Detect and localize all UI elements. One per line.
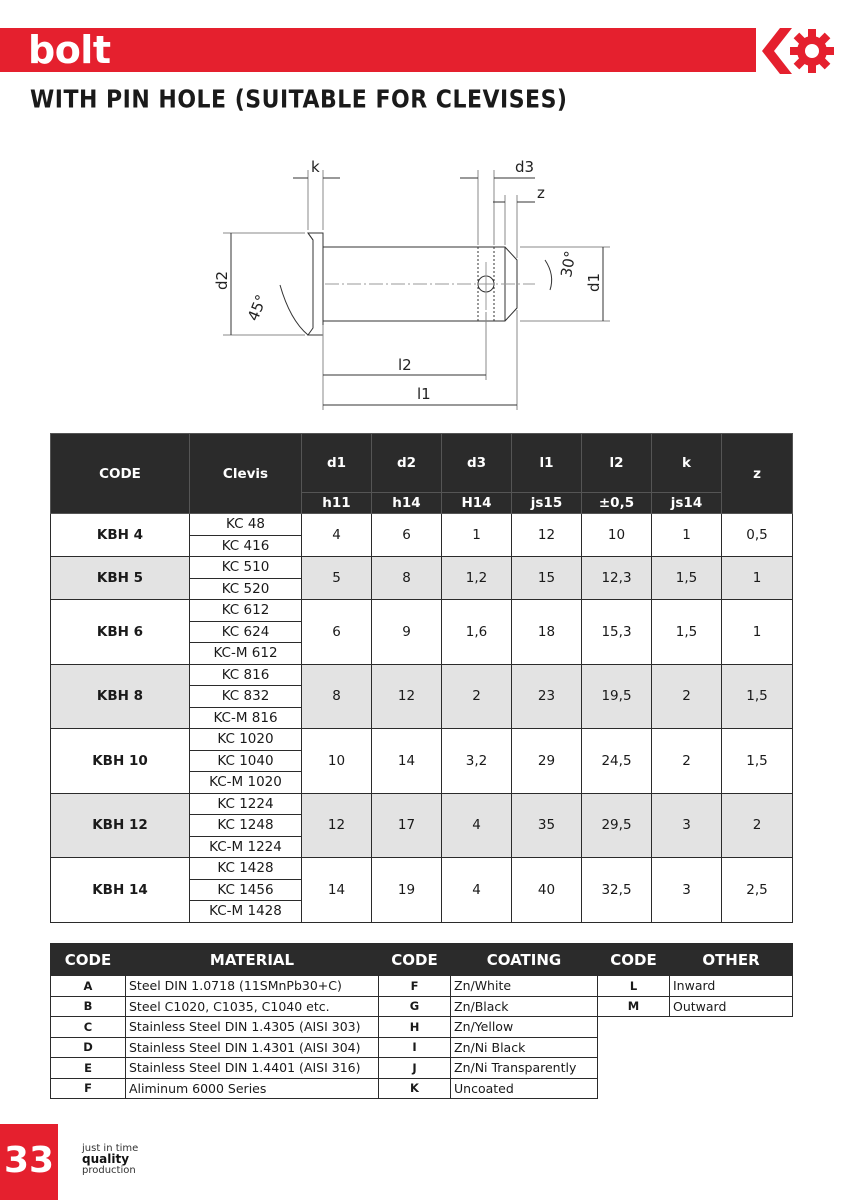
material-name: Stainless Steel DIN 1.4305 (AISI 303) [126,1017,379,1038]
row-clevis: KC 416 [190,535,302,557]
list-item [51,976,379,997]
tolerance-l1: js15 [512,493,582,514]
material-code: A [51,976,126,997]
row-d1: 4 [302,514,372,557]
coating-name: Uncoated [451,1078,598,1099]
row-d1: 8 [302,664,372,729]
coating-header-name: COATING [451,944,598,976]
row-d2: 9 [372,600,442,665]
list-item [51,1078,379,1099]
row-k: 2 [652,729,722,794]
row-d3: 1,6 [442,600,512,665]
table-row [51,514,793,536]
page-subtitle: WITH PIN HOLE (SUITABLE FOR CLEVISES) [30,86,568,114]
row-clevis: KC 1020 [190,729,302,751]
row-code: KBH 5 [51,557,190,600]
row-d3: 2 [442,664,512,729]
row-clevis: KC-M 1428 [190,901,302,923]
row-l1: 12 [512,514,582,557]
material-name: Steel DIN 1.0718 (11SMnPb30+C) [126,976,379,997]
list-item [51,1058,379,1079]
row-clevis: KC-M 1224 [190,836,302,858]
row-d1: 6 [302,600,372,665]
coating-name: Zn/Black [451,996,598,1017]
material-code: D [51,1037,126,1058]
row-d2: 19 [372,858,442,923]
dim-d2-label: d2 [213,270,231,290]
tagline-line-2: quality [82,1152,130,1166]
list-item [379,1017,598,1038]
coating-code: G [379,996,451,1017]
dim-l1-label: l1 [417,385,431,403]
row-code: KBH 14 [51,858,190,923]
row-clevis: KC 510 [190,557,302,579]
row-d1: 12 [302,793,372,858]
table-row [51,793,793,815]
row-d3: 1,2 [442,557,512,600]
material-table [50,943,379,1099]
list-item [598,996,793,1017]
list-item [598,976,793,997]
row-clevis: KC 1456 [190,879,302,901]
tolerance-d2: h14 [372,493,442,514]
row-l2: 32,5 [582,858,652,923]
row-l1: 40 [512,858,582,923]
footer-tagline [82,1143,138,1176]
row-z: 2,5 [722,858,793,923]
row-d2: 14 [372,729,442,794]
row-z: 1 [722,557,793,600]
row-k: 1 [652,514,722,557]
material-code: E [51,1058,126,1079]
row-z: 2 [722,793,793,858]
row-clevis: KC-M 612 [190,643,302,665]
row-l2: 15,3 [582,600,652,665]
table-row [51,664,793,686]
list-item [379,996,598,1017]
row-d3: 4 [442,858,512,923]
dim-d3-label: d3 [515,158,535,176]
tagline-line-1: just in time [82,1143,139,1154]
row-clevis: KC 612 [190,600,302,622]
row-clevis: KC 1224 [190,793,302,815]
row-z: 1 [722,600,793,665]
row-k: 2 [652,664,722,729]
row-k: 3 [652,858,722,923]
list-item [51,1017,379,1038]
row-clevis: KC-M 816 [190,707,302,729]
row-l2: 24,5 [582,729,652,794]
tolerance-k: js14 [652,493,722,514]
table-row [51,858,793,880]
row-z: 0,5 [722,514,793,557]
coating-code: K [379,1078,451,1099]
row-clevis: KC 1428 [190,858,302,880]
dim-z-label: z [537,184,545,202]
other-name: Inward [670,976,793,997]
tolerance-l2: ±0,5 [582,493,652,514]
row-code: KBH 10 [51,729,190,794]
material-code: C [51,1017,126,1038]
list-item [379,1058,598,1079]
row-z: 1,5 [722,729,793,794]
table-row [51,729,793,751]
table-row [51,600,793,622]
list-item [51,996,379,1017]
list-item [379,976,598,997]
row-d3: 3,2 [442,729,512,794]
material-name: Aliminum 6000 Series [126,1078,379,1099]
list-item [51,1037,379,1058]
row-code: KBH 4 [51,514,190,557]
coating-name: Zn/Ni Transparently [451,1058,598,1079]
material-header-name: MATERIAL [126,944,379,976]
brand-logo-icon [756,24,836,78]
coating-code: I [379,1037,451,1058]
row-l2: 29,5 [582,793,652,858]
row-k: 1,5 [652,600,722,665]
table-row [51,557,793,579]
row-z: 1,5 [722,664,793,729]
row-clevis: KC 520 [190,578,302,600]
row-l2: 10 [582,514,652,557]
other-header-code: CODE [598,944,670,976]
page-number-box [0,1124,58,1200]
coating-name: Zn/White [451,976,598,997]
material-name: Stainless Steel DIN 1.4401 (AISI 316) [126,1058,379,1079]
row-clevis: KC 48 [190,514,302,536]
row-clevis: KC 832 [190,686,302,708]
other-name: Outward [670,996,793,1017]
tolerance-d1: h11 [302,493,372,514]
row-d1: 14 [302,858,372,923]
header-code: CODE [51,434,190,514]
list-item [379,1037,598,1058]
coating-header-code: CODE [379,944,451,976]
page-title: bolt [28,28,111,72]
angle-45-label: 45° [244,292,271,324]
material-name: Stainless Steel DIN 1.4301 (AISI 304) [126,1037,379,1058]
material-code: B [51,996,126,1017]
coating-code: F [379,976,451,997]
bolt-technical-drawing [205,150,625,410]
header-clevis: Clevis [190,434,302,514]
row-l1: 35 [512,793,582,858]
row-d1: 10 [302,729,372,794]
material-code: F [51,1078,126,1099]
row-d1: 5 [302,557,372,600]
header-l2: l2 [582,434,652,493]
page-number: 33 [3,1140,55,1181]
dim-k-label: k [311,158,320,176]
row-code: KBH 8 [51,664,190,729]
row-d3: 1 [442,514,512,557]
dim-l2-label: l2 [398,356,412,374]
row-d2: 12 [372,664,442,729]
row-clevis: KC-M 1020 [190,772,302,794]
material-header-code: CODE [51,944,126,976]
dim-d1-label: d1 [585,272,603,292]
row-l1: 23 [512,664,582,729]
header-d1: d1 [302,434,372,493]
row-clevis: KC 624 [190,621,302,643]
header-l1: l1 [512,434,582,493]
coating-name: Zn/Yellow [451,1017,598,1038]
row-l2: 12,3 [582,557,652,600]
header-banner [0,28,758,72]
header-d2: d2 [372,434,442,493]
row-clevis: KC 1040 [190,750,302,772]
row-d2: 17 [372,793,442,858]
row-d3: 4 [442,793,512,858]
tagline-line-3: production [82,1165,136,1176]
coating-name: Zn/Ni Black [451,1037,598,1058]
row-l1: 29 [512,729,582,794]
tolerance-d3: H14 [442,493,512,514]
row-clevis: KC 816 [190,664,302,686]
other-code: L [598,976,670,997]
row-clevis: KC 1248 [190,815,302,837]
other-code: M [598,996,670,1017]
spec-table [50,433,793,923]
row-l1: 15 [512,557,582,600]
row-k: 1,5 [652,557,722,600]
row-l1: 18 [512,600,582,665]
row-code: KBH 12 [51,793,190,858]
header-d3: d3 [442,434,512,493]
other-table [597,943,793,1017]
row-l2: 19,5 [582,664,652,729]
header-z: z [722,434,793,514]
row-d2: 6 [372,514,442,557]
coating-code: J [379,1058,451,1079]
coating-code: H [379,1017,451,1038]
row-k: 3 [652,793,722,858]
coating-table [378,943,598,1099]
material-name: Steel C1020, C1035, C1040 etc. [126,996,379,1017]
row-d2: 8 [372,557,442,600]
header-k: k [652,434,722,493]
other-header-name: OTHER [670,944,793,976]
row-code: KBH 6 [51,600,190,665]
angle-30-label: 30° [557,249,580,279]
list-item [379,1078,598,1099]
